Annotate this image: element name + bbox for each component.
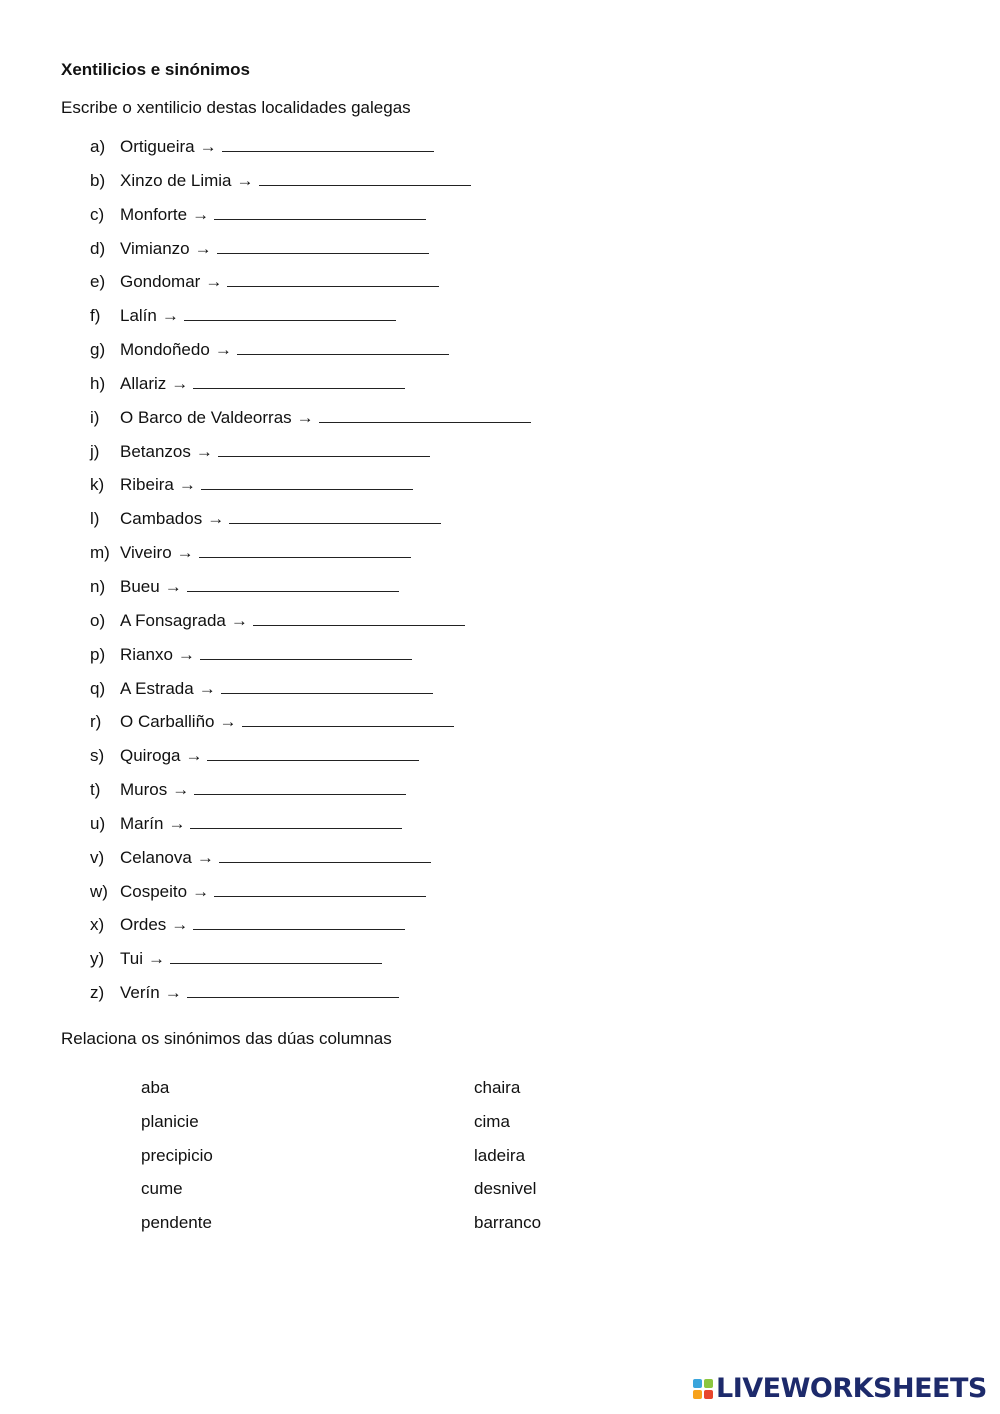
- synonym-word[interactable]: planicie: [141, 1111, 199, 1131]
- item-letter: x): [90, 915, 105, 935]
- place-name: Muros: [120, 780, 168, 800]
- item-letter: j): [90, 441, 100, 461]
- place-name: O Carballiño: [120, 712, 215, 732]
- place-name: Lalín: [120, 306, 157, 326]
- place-name: Ortigueira: [120, 137, 195, 156]
- answer-blank[interactable]: [194, 777, 406, 795]
- place-name: Celanova: [120, 847, 192, 867]
- place-name: O Barco de Valdeorras: [120, 407, 292, 427]
- arrow-icon: →: [199, 137, 217, 156]
- answer-blank[interactable]: [214, 202, 426, 220]
- list-item: [90, 269, 531, 303]
- answer-blank[interactable]: [259, 168, 471, 186]
- synonym-word[interactable]: precipicio: [141, 1145, 213, 1165]
- place-name: Tui: [120, 949, 143, 969]
- list-item: [90, 202, 531, 236]
- place-name: Ribeira: [120, 475, 174, 495]
- item-letter: k): [90, 475, 105, 495]
- list-item: [90, 946, 531, 980]
- list-item: [90, 980, 531, 1014]
- demonym-list: [90, 134, 531, 1014]
- item-letter: p): [90, 644, 106, 664]
- arrow-icon: →: [172, 780, 190, 800]
- answer-blank[interactable]: [187, 980, 399, 998]
- arrow-icon: →: [194, 238, 212, 258]
- synonyms-right-column: [474, 1075, 541, 1244]
- answer-blank[interactable]: [221, 676, 433, 694]
- answer-blank[interactable]: [207, 743, 419, 761]
- place-name: Vimianzo: [120, 238, 190, 258]
- arrow-icon: →: [176, 543, 194, 563]
- answer-blank[interactable]: [187, 574, 399, 592]
- place-name: Rianxo: [120, 644, 173, 664]
- arrow-icon: →: [198, 678, 216, 698]
- list-item: [90, 506, 531, 540]
- arrow-icon: →: [207, 509, 225, 529]
- logo-square: [693, 1390, 702, 1399]
- place-name: Cambados: [120, 509, 203, 529]
- answer-blank[interactable]: [184, 303, 396, 321]
- item-letter: i): [90, 407, 100, 427]
- place-name: Xinzo de Limia: [120, 170, 232, 190]
- list-item: [90, 608, 531, 642]
- list-item: [90, 845, 531, 879]
- answer-blank[interactable]: [201, 472, 413, 490]
- logo-text: LIVEWORKSHEETS: [716, 1373, 987, 1404]
- item-letter: s): [90, 746, 105, 766]
- place-name: A Estrada: [120, 678, 194, 698]
- answer-blank[interactable]: [242, 709, 454, 727]
- list-item: [90, 303, 531, 337]
- answer-blank[interactable]: [200, 642, 412, 660]
- arrow-icon: →: [171, 915, 189, 935]
- arrow-icon: →: [192, 881, 210, 901]
- list-item: [90, 879, 531, 913]
- item-letter: q): [90, 678, 106, 698]
- arrow-icon: →: [195, 441, 213, 461]
- place-name: A Fonsagrada: [120, 610, 226, 630]
- answer-blank[interactable]: [319, 405, 531, 423]
- arrow-icon: →: [171, 373, 189, 393]
- arrow-icon: →: [219, 712, 237, 732]
- list-item: [90, 676, 531, 710]
- item-letter: y): [90, 949, 105, 969]
- answer-blank[interactable]: [222, 134, 434, 152]
- item-letter: m): [90, 543, 110, 563]
- item-letter: g): [90, 340, 106, 360]
- synonym-word[interactable]: desnivel: [474, 1179, 537, 1199]
- arrow-icon: →: [214, 340, 232, 360]
- answer-blank[interactable]: [229, 506, 441, 524]
- synonym-word[interactable]: cume: [141, 1179, 183, 1199]
- place-name: Bueu: [120, 576, 160, 596]
- arrow-icon: →: [148, 949, 165, 969]
- synonym-word[interactable]: pendente: [141, 1213, 212, 1233]
- logo-square: [704, 1390, 713, 1399]
- item-letter: b): [90, 170, 106, 190]
- item-letter: n): [90, 576, 106, 596]
- answer-blank[interactable]: [237, 337, 449, 355]
- list-item: [90, 811, 531, 845]
- answer-blank[interactable]: [219, 845, 431, 863]
- list-item: [90, 168, 531, 202]
- answer-blank[interactable]: [214, 879, 426, 897]
- synonym-word[interactable]: aba: [141, 1078, 170, 1097]
- list-item: [90, 540, 531, 574]
- list-item: [90, 405, 531, 439]
- answer-blank[interactable]: [218, 439, 430, 457]
- list-item: [90, 709, 531, 743]
- item-letter: z): [90, 983, 105, 1003]
- list-item: [90, 236, 531, 270]
- place-name: Quiroga: [120, 746, 181, 766]
- arrow-icon: →: [177, 644, 195, 664]
- item-letter: r): [90, 712, 102, 732]
- arrow-icon: →: [296, 407, 314, 427]
- item-letter: f): [90, 306, 101, 326]
- item-letter: d): [90, 238, 106, 258]
- place-name: Cospeito: [120, 881, 188, 901]
- instruction-synonyms: Relaciona os sinónimos das dúas columnas: [61, 1029, 392, 1048]
- list-item: [90, 472, 531, 506]
- answer-blank[interactable]: [227, 269, 439, 287]
- list-item: [90, 371, 531, 405]
- arrow-icon: →: [196, 847, 214, 867]
- answer-blank[interactable]: [199, 540, 411, 558]
- answer-blank[interactable]: [193, 912, 405, 930]
- arrow-icon: →: [230, 610, 248, 630]
- place-name: Mondoñedo: [120, 340, 210, 360]
- logo-square: [693, 1379, 702, 1388]
- item-letter: c): [90, 204, 105, 224]
- arrow-icon: →: [236, 170, 254, 190]
- list-item: [90, 642, 531, 676]
- arrow-icon: →: [161, 306, 179, 326]
- synonyms-left-column: [141, 1075, 213, 1244]
- synonym-word[interactable]: barranco: [474, 1213, 542, 1233]
- answer-blank[interactable]: [190, 811, 402, 829]
- logo-square: [704, 1379, 713, 1388]
- page-title: Xentilicios e sinónimos: [61, 60, 250, 79]
- answer-blank[interactable]: [253, 608, 465, 626]
- answer-blank[interactable]: [217, 236, 429, 254]
- list-item: [90, 439, 531, 473]
- instruction-demonyms: Escribe o xentilicio destas localidades galegas: [61, 98, 411, 117]
- item-letter: a): [90, 137, 106, 156]
- arrow-icon: →: [205, 272, 223, 292]
- answer-blank[interactable]: [170, 946, 382, 964]
- list-item: [90, 743, 531, 777]
- place-name: Allariz: [120, 373, 167, 393]
- item-letter: v): [90, 847, 105, 867]
- place-name: Verín: [120, 983, 160, 1003]
- item-letter: u): [90, 813, 106, 833]
- item-letter: w): [90, 881, 108, 901]
- arrow-icon: →: [168, 813, 186, 833]
- item-letter: l): [90, 509, 100, 529]
- place-name: Ordes: [120, 915, 167, 935]
- arrow-icon: →: [164, 576, 182, 596]
- logo-grid-icon: [693, 1379, 713, 1399]
- list-item: [90, 574, 531, 608]
- item-letter: o): [90, 610, 106, 630]
- place-name: Betanzos: [120, 441, 191, 461]
- place-name: Marín: [120, 813, 164, 833]
- item-letter: t): [90, 780, 101, 800]
- arrow-icon: →: [185, 746, 203, 766]
- arrow-icon: →: [164, 983, 182, 1003]
- place-name: Viveiro: [120, 543, 172, 563]
- arrow-icon: →: [178, 475, 196, 495]
- place-name: Gondomar: [120, 272, 201, 292]
- answer-blank[interactable]: [193, 371, 405, 389]
- synonym-word[interactable]: ladeira: [474, 1145, 526, 1165]
- list-item: [90, 912, 531, 946]
- list-item: [90, 134, 531, 168]
- synonym-word[interactable]: chaira: [474, 1078, 521, 1097]
- item-letter: e): [90, 272, 106, 292]
- list-item: [90, 337, 531, 371]
- place-name: Monforte: [120, 204, 188, 224]
- list-item: [90, 777, 531, 811]
- synonym-word[interactable]: cima: [474, 1111, 510, 1131]
- item-letter: h): [90, 373, 106, 393]
- liveworksheets-logo: [693, 1372, 987, 1406]
- arrow-icon: →: [192, 204, 210, 224]
